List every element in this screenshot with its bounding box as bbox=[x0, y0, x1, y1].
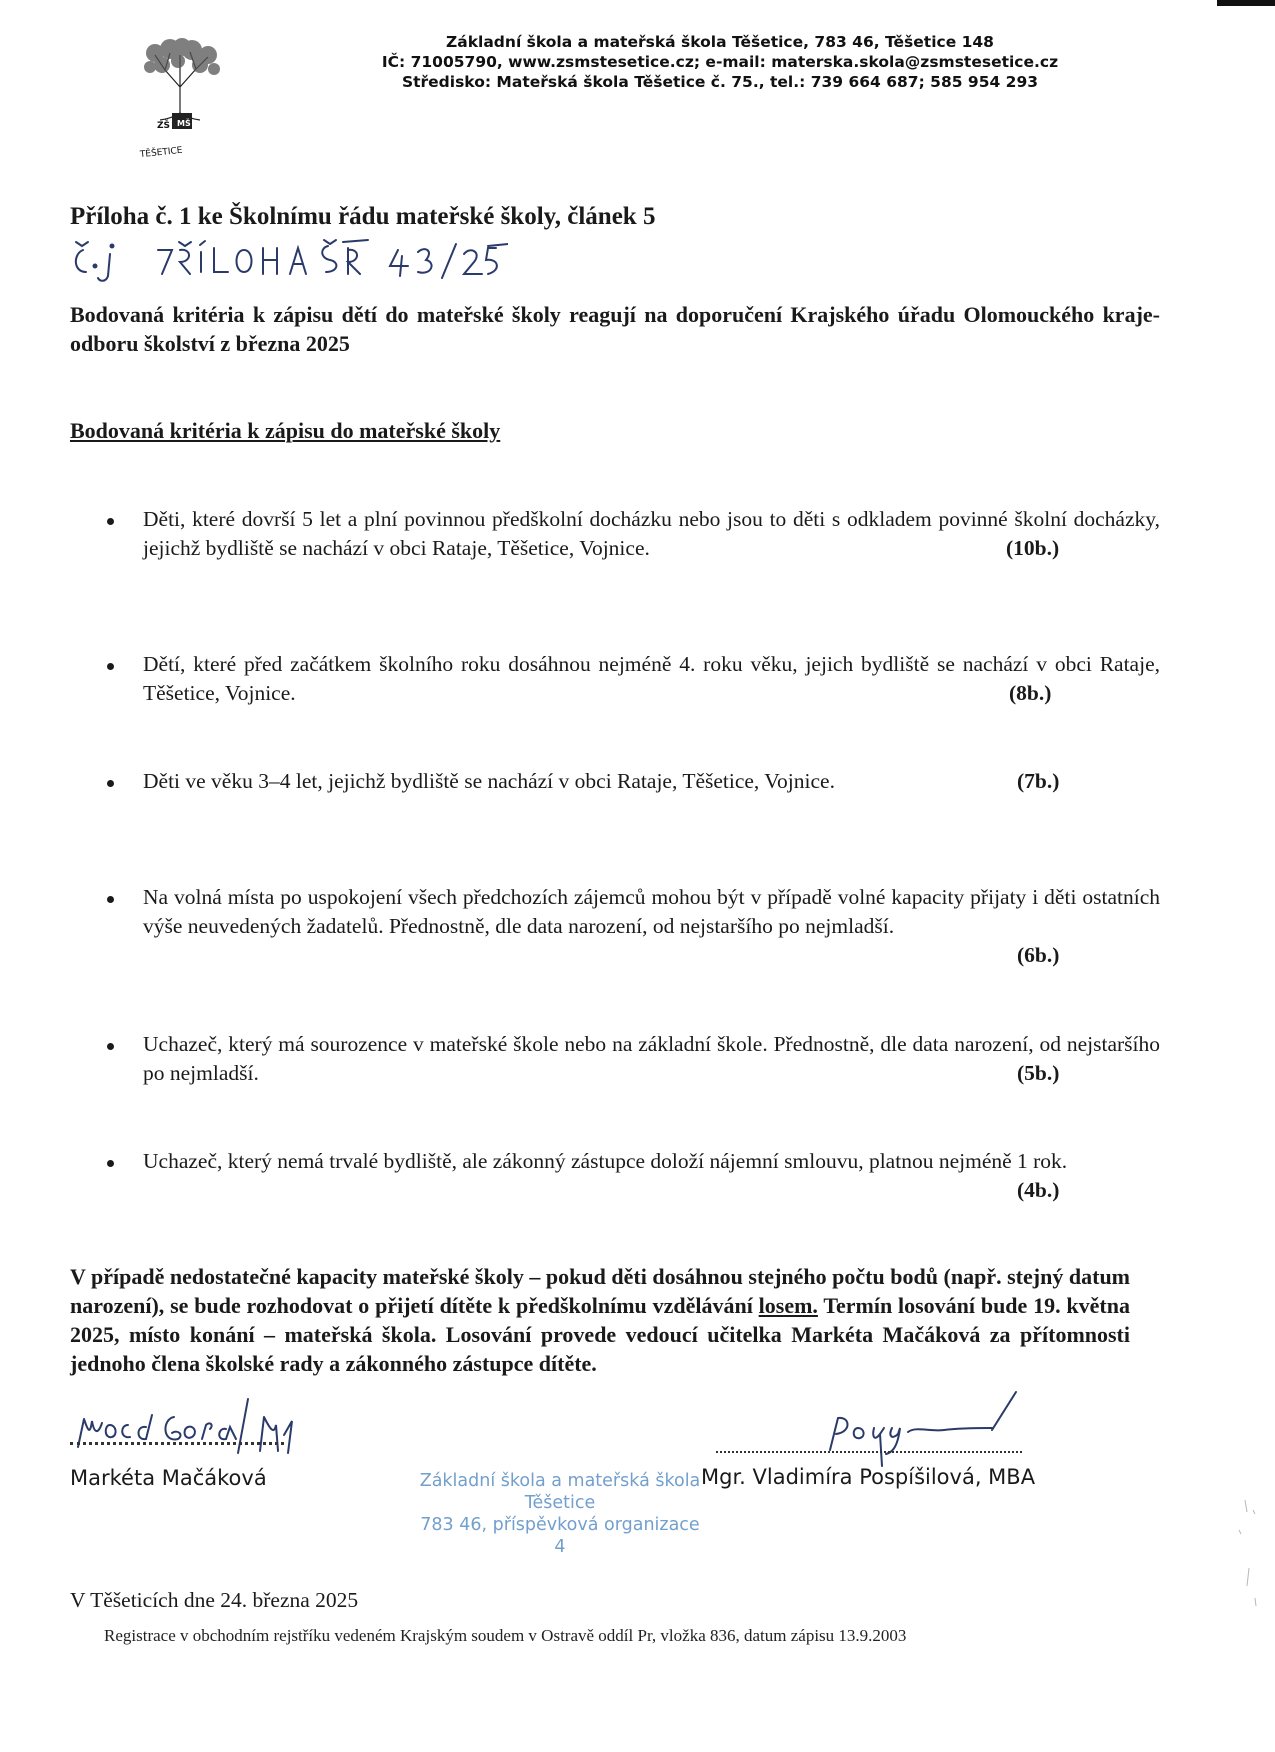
signer-name-right: Mgr. Vladimíra Pospíšilová, MBA bbox=[701, 1465, 1036, 1489]
lottery-notice bbox=[70, 1262, 1130, 1378]
signature-right bbox=[820, 1388, 1040, 1468]
scan-artifacts bbox=[1225, 1490, 1265, 1630]
criterion-text: Uchazeč, který nemá trvalé bydliště, ale zákonný zástupce doloží nájemní smlouvu, platnou nejméně 1 rok. bbox=[143, 1149, 1068, 1173]
place-and-date: V Těšeticích dne 24. března 2025 bbox=[70, 1588, 359, 1612]
criteria-heading: Bodovaná kritéria k zápisu do mateřské školy bbox=[70, 418, 501, 443]
criterion-points: (7b.) bbox=[1017, 769, 1060, 793]
criterion-item bbox=[143, 505, 1160, 563]
handwritten-reference bbox=[68, 236, 508, 286]
signature-left bbox=[70, 1395, 330, 1475]
criterion-points: (10b.) bbox=[1006, 536, 1060, 560]
criterion-text: Dětí, které před začátkem školního roku dosáhnou nejméně 4. roku věku, jejich bydliště se nachází v obci Rataje, Těšetice, Vojnice. bbox=[143, 652, 1160, 705]
scan-corner-mark bbox=[1217, 0, 1275, 6]
signature-line-right bbox=[716, 1451, 1022, 1453]
logo-text-ms: MŠ bbox=[177, 119, 191, 128]
school-logo bbox=[130, 25, 230, 160]
criterion-item bbox=[143, 1147, 1160, 1202]
stamp-line: 4 bbox=[554, 1537, 566, 1557]
school-letterhead bbox=[300, 32, 1140, 92]
signer-name-left: Markéta Mačáková bbox=[70, 1466, 267, 1490]
signature-line-left bbox=[70, 1442, 284, 1445]
annex-title: Příloha č. 1 ke Školnímu řádu mateřské školy, článek 5 bbox=[70, 203, 656, 230]
criterion-points: (4b.) bbox=[1017, 1178, 1060, 1202]
notice-underlined-word: losem. bbox=[758, 1293, 818, 1318]
criterion-item bbox=[143, 883, 1160, 967]
logo-text-town: TĚŠETICE bbox=[139, 145, 184, 160]
criterion-points: (6b.) bbox=[1017, 943, 1060, 967]
stamp-line: Základní škola a mateřská škola Těšetice bbox=[419, 1471, 701, 1513]
criterion-item bbox=[143, 650, 1160, 708]
logo-text-zs: ZŠ bbox=[157, 121, 171, 131]
criterion-text: Na volná místa po uspokojení všech předchozích zájemců mohou být v případě volné kapacity přijaty i děti ostatních výše neuvedených žadatelů. Přednostně, dle data narození, od nejstaršího po nejmladší. bbox=[143, 885, 1160, 938]
criterion-text: Děti, které dovrší 5 let a plní povinnou předškolní docházku nebo jsou to děti s odkladem povinné školní docházky, jejichž bydliště se nachází v obci Rataje, Těšetice, Vojnice. bbox=[143, 507, 1160, 560]
criterion-text: Uchazeč, který má sourozence v mateřské škole nebo na základní škole. Přednostně, dle data narození, od nejstaršího po nejmladší. bbox=[143, 1032, 1160, 1085]
letterhead-line: IČ: 71005790, www.zsmstesetice.cz; e-mail: materska.skola@zsmstesetice.cz bbox=[381, 53, 1059, 71]
notice-text-end: Termín losování bude 19. května 2025, místo konání – mateřská škola. Losování provede vedoucí učitelka Markéta Mačáková za přítomnosti jednoho člena školské rady a zákonného zástupce dítěte. bbox=[70, 1293, 1130, 1376]
criterion-item bbox=[143, 1030, 1160, 1088]
criterion-text: Děti ve věku 3–4 let, jejichž bydliště se nachází v obci Rataje, Těšetice, Vojnice. bbox=[143, 769, 835, 793]
school-stamp bbox=[390, 1470, 730, 1558]
intro-paragraph: Bodovaná kritéria k zápisu dětí do mateřské školy reagují na doporučení Krajského úřadu Olomouckého kraje-odboru školství z března 2025 bbox=[70, 302, 1160, 356]
stamp-line: 783 46, příspěvková organizace bbox=[420, 1515, 700, 1535]
criterion-points: (8b.) bbox=[1009, 681, 1052, 705]
criterion-points: (5b.) bbox=[1017, 1061, 1060, 1085]
letterhead-line: Středisko: Mateřská škola Těšetice č. 75., tel.: 739 664 687; 585 954 293 bbox=[401, 73, 1039, 91]
registry-footer: Registrace v obchodním rejstříku vedeném Krajským soudem v Ostravě oddíl Pr, vložka 836, datum zápisu 13.9.2003 bbox=[104, 1626, 907, 1645]
criterion-item bbox=[143, 767, 1160, 796]
notice-text-start: V případě nedostatečné kapacity mateřské školy – pokud děti dosáhnou stejného počtu bodů (např. stejný datum narození), se bude rozhodovat o přijetí dítěte k předškolnímu vzdělávání bbox=[70, 1264, 1130, 1318]
letterhead-line: Základní škola a mateřská škola Těšetice, 783 46, Těšetice 148 bbox=[446, 33, 994, 51]
